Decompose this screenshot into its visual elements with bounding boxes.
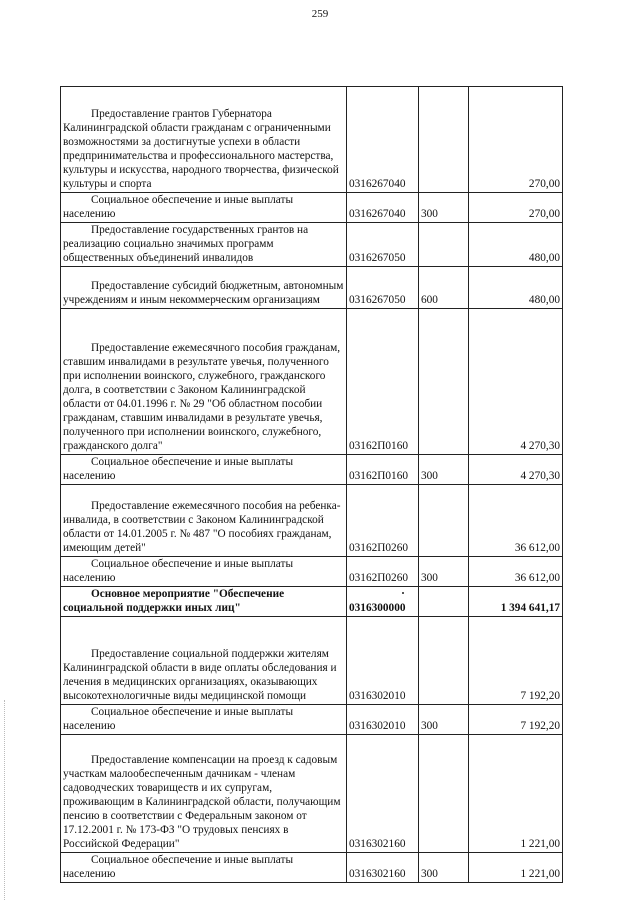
- table-row: [61, 309, 563, 455]
- row-name-text: Предоставление ежемесячного пособия гражданам, ставшим инвалидами в результате увечья, полученного при исполнении воинского, служебного, гражданского долга, в соответствии с Законом Калининградской области от 04.01.1996 г. № 29 "Об областном пособии гражданам, ставшим инвалидами в результате увечья, полученного при исполнении воинского, служебного, гражданского долга": [63, 342, 341, 452]
- row-name-text: Социальное обеспечение и иные выплаты населению: [63, 558, 294, 584]
- row-name-cell: [61, 853, 347, 883]
- row-name-cell: [61, 557, 347, 587]
- row-sum-cell: 4 270,30: [469, 455, 563, 485]
- table-row: [61, 87, 563, 193]
- row-name-cell: [61, 267, 347, 309]
- row-name-text: Социальное обеспечение и иные выплаты населению: [63, 194, 294, 220]
- row-code-cell: 03162П0160: [347, 455, 419, 485]
- row-name-cell: [61, 223, 347, 267]
- table-row: [61, 267, 563, 309]
- table-row: [61, 557, 563, 587]
- row-sum-cell: 36 612,00: [469, 485, 563, 557]
- table-row: [61, 735, 563, 853]
- row-type-cell: 300: [419, 853, 469, 883]
- row-code-cell: 0316302010: [347, 705, 419, 735]
- row-type-cell: 300: [419, 455, 469, 485]
- row-type-cell: 600: [419, 267, 469, 309]
- row-name-cell: [61, 309, 347, 455]
- row-code-cell: 03162П0260: [347, 485, 419, 557]
- row-type-cell: [419, 617, 469, 705]
- row-sum-cell: 1 221,00: [469, 853, 563, 883]
- row-code-cell: 0316302010: [347, 617, 419, 705]
- row-name-text: Социальное обеспечение и иные выплаты населению: [63, 456, 294, 482]
- table-row: [61, 617, 563, 705]
- row-sum-cell: 7 192,20: [469, 617, 563, 705]
- row-name-text: Социальное обеспечение и иные выплаты населению: [63, 706, 294, 732]
- row-name-text: Предоставление грантов Губернатора Калининградской области гражданам с ограниченными возможностями за достигнутые успехи в области предпринимательства и профессионального мастерства, культуры и искусства, народного творчества, физической культуры и спорта: [63, 108, 339, 190]
- page-number: 259: [311, 8, 329, 20]
- row-sum-cell: 270,00: [469, 193, 563, 223]
- row-code-cell: 0316300000: [347, 587, 419, 617]
- table-row: [61, 485, 563, 557]
- row-name-text: Предоставление субсидий бюджетным, автономным учреждениям и иным некоммерческим организациям: [63, 280, 344, 306]
- row-name-cell: [61, 87, 347, 193]
- table-row: [61, 455, 563, 485]
- row-name-cell: [61, 455, 347, 485]
- row-code-cell: 0316267050: [347, 267, 419, 309]
- row-code-cell: 0316267040: [347, 87, 419, 193]
- scan-margin-marks: [4, 700, 7, 900]
- row-name-text: Предоставление социальной поддержки жителям Калининградской области в виде оплаты обследования и лечения в медицинских организациях, оказывающих высокотехнологичные виды медицинской помощи: [63, 648, 337, 702]
- row-sum-cell: 7 192,20: [469, 705, 563, 735]
- row-type-cell: [419, 735, 469, 853]
- row-type-cell: [419, 223, 469, 267]
- row-code-cell: 0316302160: [347, 853, 419, 883]
- row-sum-cell: 480,00: [469, 267, 563, 309]
- row-code-cell: 0316267040: [347, 193, 419, 223]
- row-name-text: Предоставление компенсации на проезд к садовым участкам малообеспеченным дачникам - членам садоводческих товариществ и их супругам, проживающим в Калининградской области, получающим пенсию в соответствии с Федеральным законом от 17.12.2001 г. № 173-ФЗ "О трудовых пенсиях в Российской Федерации": [63, 754, 341, 850]
- budget-table: [60, 86, 563, 883]
- row-name-cell: [61, 705, 347, 735]
- table-row: [61, 223, 563, 267]
- scan-dot-mark: [402, 592, 404, 594]
- row-code-cell: 03162П0260: [347, 557, 419, 587]
- budget-table-body: [61, 87, 563, 883]
- row-name-text: Предоставление ежемесячного пособия на ребенка-инвалида, в соответствии с Законом Калининградской области от 14.01.2005 г. № 487 "О пособиях гражданам, имеющим детей": [63, 500, 341, 554]
- row-sum-cell: 480,00: [469, 223, 563, 267]
- row-name-cell: [61, 735, 347, 853]
- row-sum-cell: 1 221,00: [469, 735, 563, 853]
- row-name-text: Социальное обеспечение и иные выплаты населению: [63, 854, 294, 880]
- row-code-cell: 0316267050: [347, 223, 419, 267]
- row-sum-cell: 1 394 641,17: [469, 587, 563, 617]
- row-name-cell: [61, 485, 347, 557]
- row-sum-cell: 36 612,00: [469, 557, 563, 587]
- row-name-cell: [61, 193, 347, 223]
- row-name-cell: [61, 587, 347, 617]
- row-type-cell: 300: [419, 705, 469, 735]
- row-name-text: Предоставление государственных грантов на реализацию социально значимых программ общественных объединений инвалидов: [63, 224, 309, 264]
- row-type-cell: 300: [419, 557, 469, 587]
- table-row: [61, 587, 563, 617]
- row-sum-cell: 270,00: [469, 87, 563, 193]
- table-row: [61, 705, 563, 735]
- row-code-cell: 03162П0160: [347, 309, 419, 455]
- row-type-cell: [419, 587, 469, 617]
- row-sum-cell: 4 270,30: [469, 309, 563, 455]
- row-code-cell: 0316302160: [347, 735, 419, 853]
- row-type-cell: 300: [419, 193, 469, 223]
- table-row: [61, 853, 563, 883]
- table-row: [61, 193, 563, 223]
- row-type-cell: [419, 309, 469, 455]
- row-name-text: Основное мероприятие "Обеспечение социальной поддержки иных лиц": [63, 588, 285, 614]
- row-type-cell: [419, 485, 469, 557]
- row-type-cell: [419, 87, 469, 193]
- row-name-cell: [61, 617, 347, 705]
